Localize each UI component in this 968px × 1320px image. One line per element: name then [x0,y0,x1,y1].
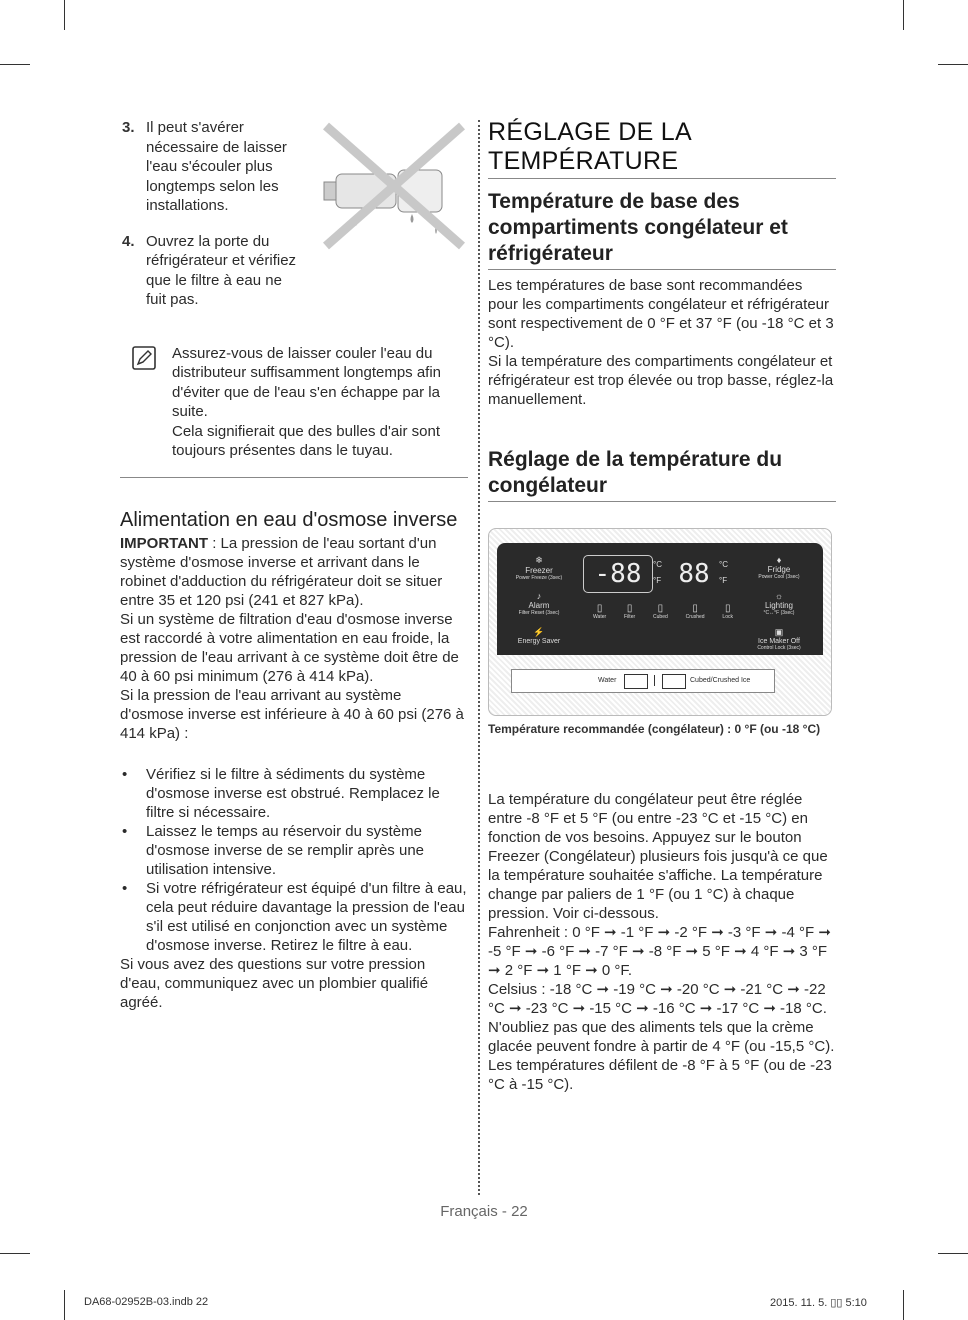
step-number: 4. [122,232,135,250]
fahrenheit-values: 0 °F ➞ -1 °F ➞ -2 °F ➞ -3 °F ➞ -4 °F ➞ -5 °F ➞ -6 °F ➞ -7 °F ➞ -8 °F ➞ 5 °F ➞ 4 °F ➞ 3 °F ➞ 2 °F ➞ 1 °F ➞ 0 °F. [488,924,831,979]
fridge-sub: Power Cool (3sec) [758,574,800,580]
freezer-digits: -88 [594,559,642,589]
separator [654,675,655,686]
crop-mark [903,0,904,30]
step-3 [120,118,468,216]
section-divider [120,477,468,478]
filter-status-icon: ▯ Filter [624,603,636,620]
icemaker-sub: Control Lock (3sec) [757,645,801,651]
closing-paragraph: Si vous avez des questions sur votre pression d'eau, communiquez avec un plombier qualifié agréé. [120,955,429,1011]
freezer-button [507,555,571,581]
fahrenheit-sequence [488,923,836,980]
section-title-osmosis: Alimentation en eau d'osmose inverse [120,508,458,531]
crop-mark [903,1290,904,1320]
step-text: Ouvrez la porte du réfrigérateur et vérifiez que le filtre à eau ne fuit pas. [146,232,297,308]
celsius-values: -18 °C ➞ -19 °C ➞ -20 °C ➞ -21 °C ➞ -22 °C ➞ -23 °C ➞ -15 °C ➞ -16 °C ➞ -17 °C ➞ -18 °C. [488,981,827,1017]
fridge-digits: 88 [678,559,710,589]
title-rule [488,178,836,179]
page-title-line2: TEMPÉRATURE [488,147,679,175]
crop-mark [938,64,968,65]
dispenser-bar [511,669,775,693]
crop-mark [64,0,65,30]
step-number: 3. [122,119,135,136]
list-item: • Laissez le temps au réservoir du système d'osmose inverse de se remplir après une utilisation intensive. [120,822,468,879]
snowflake-icon: ❄ [535,555,543,565]
list-item: • Vérifiez si le filtre à sédiments du système d'osmose inverse est obstrué. Remplacez le filtre si nécessaire. [120,765,468,822]
alarm-button [507,591,571,616]
lighting-label: Lighting [764,601,794,610]
energy-saver-button [507,627,571,645]
column-divider [478,120,480,1195]
paragraph: Les températures de base sont recommandées pour les compartiments congélateur et réfrigérateur sont respectivement de 0 °F et 37 °F (ou -18 °C et 3 °C). [488,277,834,351]
fahrenheit-label: Fahrenheit : [488,924,573,941]
subsection-title-freezer: Réglage de la température du congélateur [488,448,783,497]
ice-maker-button [745,627,813,651]
ice-label: Cubed/Crushed Ice [690,677,751,684]
icemaker-label: Ice Maker Off [758,638,800,645]
ice-icon: ▣ [774,627,784,637]
crop-mark [0,1253,30,1254]
drop-icon: ♦ [776,555,782,565]
important-label: IMPORTANT [120,534,209,552]
paragraph-text: : La pression de l'eau sortant d'un système d'osmose inverse et arrivant dans le robinet d'adduction du réfrigérateur doit se situer entre 35 et 120 psi (241 et 827 kPa). [120,534,443,609]
control-display [497,543,823,655]
water-label: Water [598,677,617,684]
step-4 [120,232,468,310]
note-text: Cela signifierait que des bulles d'air sont toujours présentes dans le tuyau. [172,422,441,459]
celsius-label: Celsius : [488,981,550,998]
crushed-status-icon: ▯ Crushed [685,603,705,620]
step-text: Il peut s'avérer nécessaire de laisser l'eau s'écouler plus longtemps selon les installations. [146,119,287,214]
alarm-sub: Filter Reset (3sec) [518,610,560,616]
bell-icon: ♪ [536,591,542,601]
status-icons-row [593,603,733,620]
note-text: Assurez-vous de laisser couler l'eau du distributeur suffisamment longtemps afin d'éviter que de l'eau s'en échappe par la suite. [172,344,442,420]
crop-mark [938,1253,968,1254]
freezer-temperature-display [583,555,653,593]
fridge-button [745,555,813,580]
page-footer: Français - 22 [440,1203,528,1220]
important-paragraph [120,534,468,610]
alarm-label: Alarm [528,601,550,610]
imprint-right: 2015. 11. 5. ▯▯ 5:10 [770,1297,867,1309]
unit-labels-right [719,557,728,589]
subtitle-rule [488,501,836,502]
freezer-sub: Power Freeze (3sec) [515,575,563,581]
cubed-status-icon: ▯ Cubed [653,603,668,620]
fridge-temperature-display [669,555,719,593]
subsection-title-base: Température de base des compartiments congélateur et réfrigérateur [488,190,788,265]
lock-status-icon: ▯ Lock [722,603,733,620]
imprint-left: DA68-02952B-03.indb 22 [84,1296,209,1308]
crop-mark [0,64,30,65]
unit-labels-left [653,557,662,589]
light-icon: ☼ [774,591,784,601]
note-pencil-icon [132,346,156,370]
note-block [120,344,468,461]
water-button [624,674,648,689]
bullet-list [120,765,468,955]
unit-celsius: °C [653,560,662,569]
subtitle-rule [488,269,836,270]
page-title-line1: RÉGLAGE DE LA [488,118,692,146]
unit-celsius: °C [719,560,728,569]
lighting-sub: °C↔°F (3sec) [763,610,795,616]
paragraph: Si un système de filtration d'eau d'osmose inverse est raccordé à votre alimentation en eau froide, la pression de l'eau arrivant à ce système doit être de 40 à 60 psi minimum (276 à 414 kPa). [120,610,459,685]
crop-mark [64,1290,65,1320]
list-item: • Si votre réfrigérateur est équipé d'un filtre à eau, cela peut réduire davantage la pression de l'eau s'il est utilisé en conjonction avec un système d'osmose inverse. Retirez le filtre à eau. [120,879,468,955]
panel-caption: Température recommandée (congélateur) : 0 °F (ou -18 °C) [488,722,821,736]
water-status-icon: ▯ Water [593,603,607,620]
fridge-label: Fridge [767,565,791,574]
celsius-sequence [488,980,836,1018]
paragraph: N'oubliez pas que des aliments tels que la crème glacée peuvent fondre à partir de 4 °F (ou -15,5 °C). Les températures défilent de -8 °F à 5 °F (ou de -23 °C à -15 °C). [488,1019,835,1093]
freezer-label: Freezer [525,566,553,575]
paragraph: Si la pression de l'eau arrivant au système d'osmose inverse est inférieure à 40 à 60 psi (276 à 414 kPa) : [120,686,464,742]
control-panel-illustration [488,528,832,716]
energy-label: Energy Saver [517,638,561,645]
unit-fahrenheit: °F [719,576,728,585]
ice-button [662,674,686,689]
unit-fahrenheit: °F [653,576,662,585]
paragraph: La température du congélateur peut être réglée entre -8 °F et 5 °F (ou entre -23 °C et -15 °C) en fonction de vos besoins. Appuyez sur le bouton Freezer (Congélateur) plusieurs fois jusqu'à ce que la température souhaitée s'affiche. La température change par paliers de 1 °F (ou 1 °C) à chaque pression. Voir ci-dessous. [488,791,828,922]
plug-icon: ⚡ [533,627,545,637]
lighting-button [745,591,813,616]
paragraph: Si la température des compartiments congélateur et réfrigérateur est trop élevée ou trop basse, réglez-la manuellement. [488,353,834,408]
